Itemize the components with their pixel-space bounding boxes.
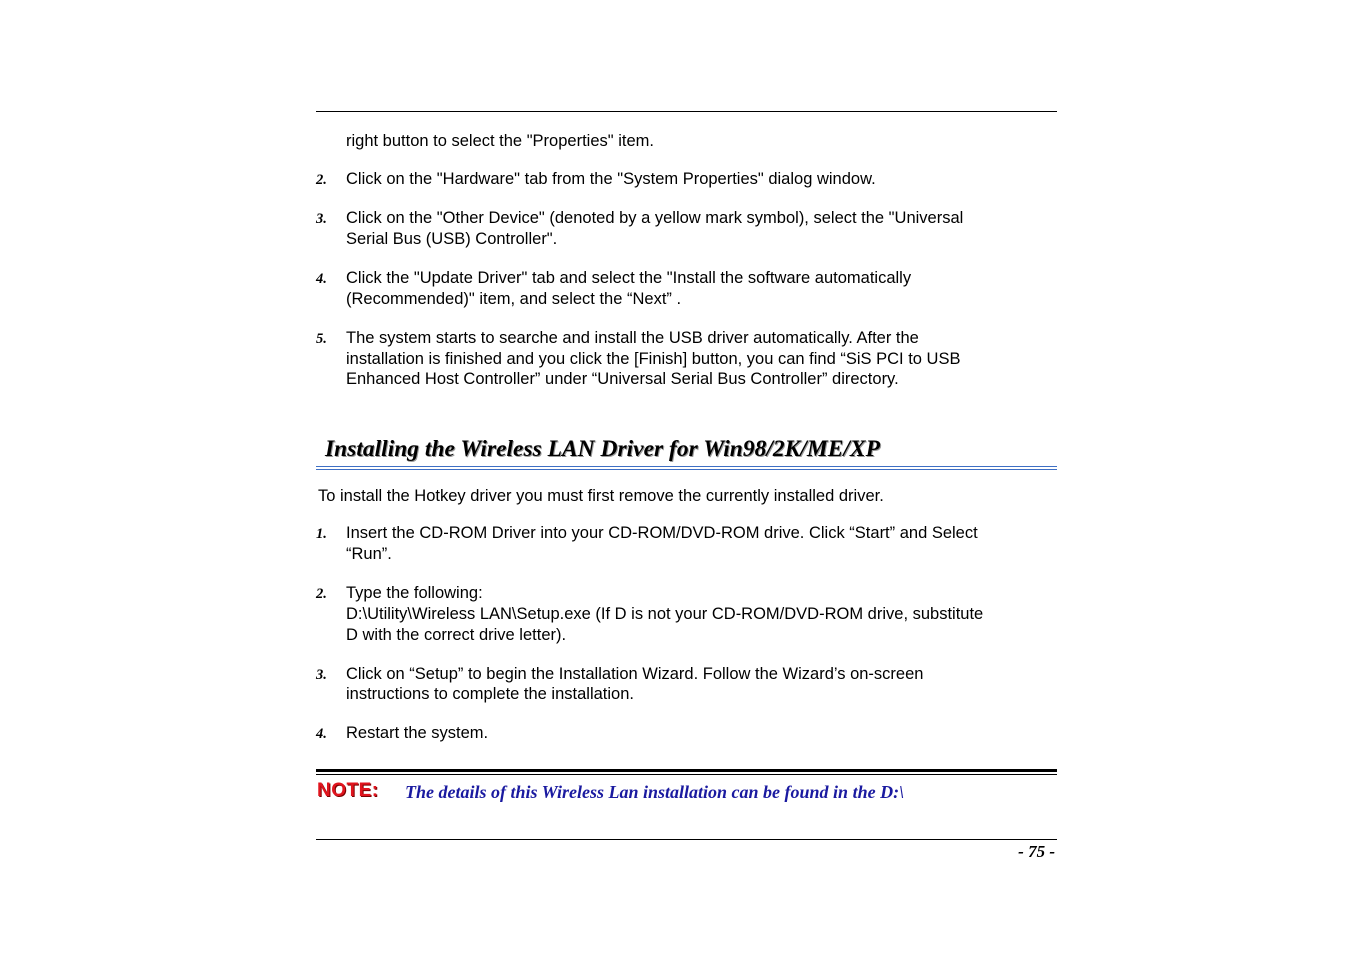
list-item-text: Click the "Update Driver" tab and select the "Install the software automatically — [346, 269, 912, 287]
list-item-text: Click on the "Other Device" (denoted by a yellow mark symbol), select the "Universal — [346, 209, 964, 227]
note-label: NOTE: — [317, 780, 379, 801]
list-item-text: The system starts to searche and install the USB driver automatically. After the — [346, 329, 919, 347]
section-title: Installing the Wireless LAN Driver for Win98/2K/ME/XP — [325, 436, 880, 462]
list-item-text: Serial Bus (USB) Controller". — [346, 230, 558, 248]
section-title-rule — [316, 466, 1057, 467]
list-item-text: Restart the system. — [346, 724, 489, 742]
list-item-text: D:\Utility\Wireless LAN\Setup.exe (If D is not your CD-ROM/DVD-ROM drive, substitute — [346, 605, 984, 623]
list-number: 4. — [316, 726, 327, 742]
list-item-text: Enhanced Host Controller” under “Universal Serial Bus Controller” directory. — [346, 370, 899, 388]
list-number: 5. — [316, 331, 327, 347]
list-number: 3. — [316, 667, 327, 683]
list-item-text: (Recommended)" item, and select the “Next” . — [346, 290, 682, 308]
list-continuation: right button to select the "Properties" item. — [346, 132, 654, 150]
note-rule-thick — [316, 769, 1057, 772]
footer-rule — [316, 839, 1057, 840]
list-number: 1. — [316, 526, 327, 542]
list-number: 2. — [316, 172, 327, 188]
list-item-text: Click on the "Hardware" tab from the "System Properties" dialog window. — [346, 170, 876, 188]
list-item-text: Insert the CD-ROM Driver into your CD-ROM/DVD-ROM drive. Click “Start” and Select — [346, 524, 978, 542]
page-number: - 75 - — [1018, 842, 1055, 861]
list-number: 4. — [316, 271, 327, 287]
list-item-text: Click on “Setup” to begin the Installation Wizard. Follow the Wizard’s on-screen — [346, 665, 924, 683]
list-item-text: D with the correct drive letter). — [346, 626, 567, 644]
section-title-rule — [316, 469, 1057, 470]
list-number: 3. — [316, 211, 327, 227]
list-item-text: instructions to complete the installation. — [346, 685, 634, 703]
list-number: 2. — [316, 586, 327, 602]
section-intro: To install the Hotkey driver you must first remove the currently installed driver. — [318, 487, 884, 505]
list-item-text: installation is finished and you click the [Finish] button, you can find “SiS PCI to USB — [346, 350, 961, 368]
header-rule — [316, 111, 1057, 112]
list-item-text: “Run”. — [346, 545, 392, 563]
note-rule-thin — [316, 774, 1057, 775]
list-item-text: Type the following: — [346, 584, 483, 602]
note-text: The details of this Wireless Lan installation can be found in the D:\ — [405, 782, 905, 802]
